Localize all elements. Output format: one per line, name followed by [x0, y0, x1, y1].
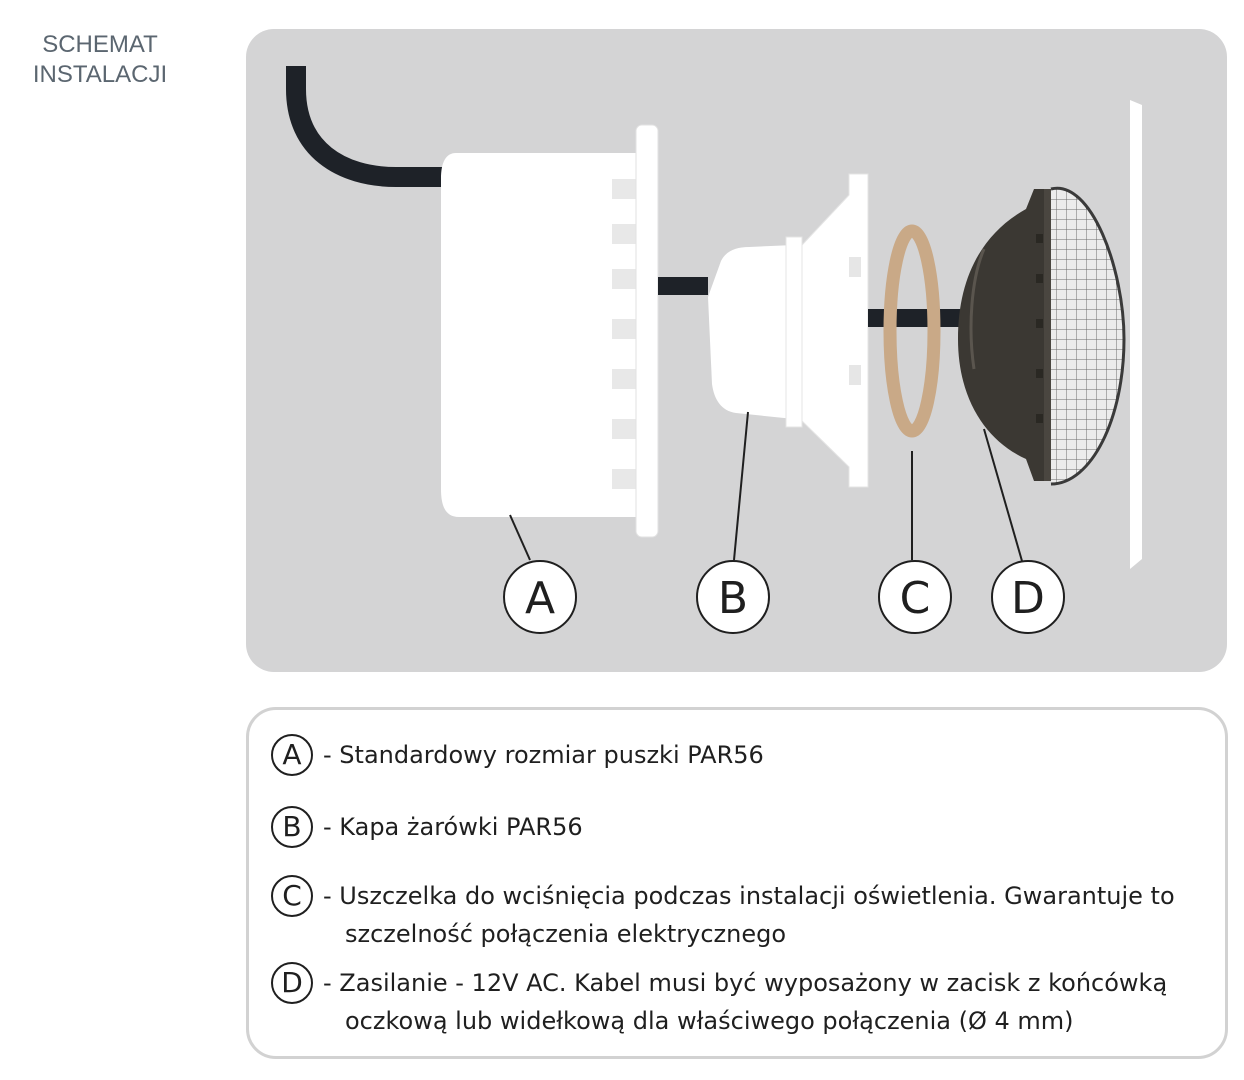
legend-dash: - [323, 813, 340, 841]
bulb-hood-part-b [708, 174, 868, 487]
callout-d [992, 561, 1064, 633]
legend-badge-a: A [271, 734, 313, 776]
legend-text-d [323, 964, 1203, 1040]
gasket-part-c [890, 231, 934, 431]
side-title [0, 30, 200, 90]
power-cable-lower [868, 309, 960, 327]
legend-text-a [323, 736, 1203, 774]
installation-diagram-panel [246, 29, 1227, 672]
legend-line: Kapa żarówki PAR56 [339, 813, 583, 841]
side-title-line-2: INSTALACJI [32, 61, 168, 88]
legend-text-c [323, 877, 1203, 953]
callout-b [697, 561, 769, 633]
power-cable-upper [296, 66, 446, 177]
legend-box [246, 707, 1228, 1059]
legend-line-continuation: oczkową lub widełkową dla właściwego połączenia (Ø 4 mm) [345, 1007, 1074, 1035]
callout-c-label: C [899, 573, 931, 624]
legend-dash: - [323, 882, 340, 910]
leader-line-a [510, 515, 530, 560]
installation-diagram [246, 29, 1227, 672]
legend-badge-b: B [271, 806, 313, 848]
callout-d-label: D [1011, 573, 1045, 624]
legend-badge-c: C [271, 875, 313, 917]
legend-badge-d: D [271, 962, 313, 1004]
side-title-line-1: SCHEMAT [42, 31, 158, 58]
legend-line-continuation: szczelność połączenia elektrycznego [345, 920, 787, 948]
par56-lamp-part-d [958, 188, 1124, 484]
legend-text-b [323, 808, 1203, 846]
legend-dash: - [323, 741, 340, 769]
leader-line-b [734, 412, 748, 560]
legend-dash: - [323, 969, 340, 997]
callout-b-label: B [717, 573, 749, 624]
pool-wall-edge [1130, 100, 1142, 569]
legend-line: Zasilanie - 12V AC. Kabel musi być wyposażony w zacisk z końcówką [339, 969, 1168, 997]
callout-c [879, 561, 951, 633]
niche-can-part-a [441, 125, 658, 537]
power-cable-middle [658, 277, 708, 295]
callout-a-label: A [524, 573, 556, 624]
callout-a [504, 561, 576, 633]
legend-line: Uszczelka do wciśnięcia podczas instalacji oświetlenia. Gwarantuje to [339, 882, 1175, 910]
legend-line: Standardowy rozmiar puszki PAR56 [339, 741, 764, 769]
